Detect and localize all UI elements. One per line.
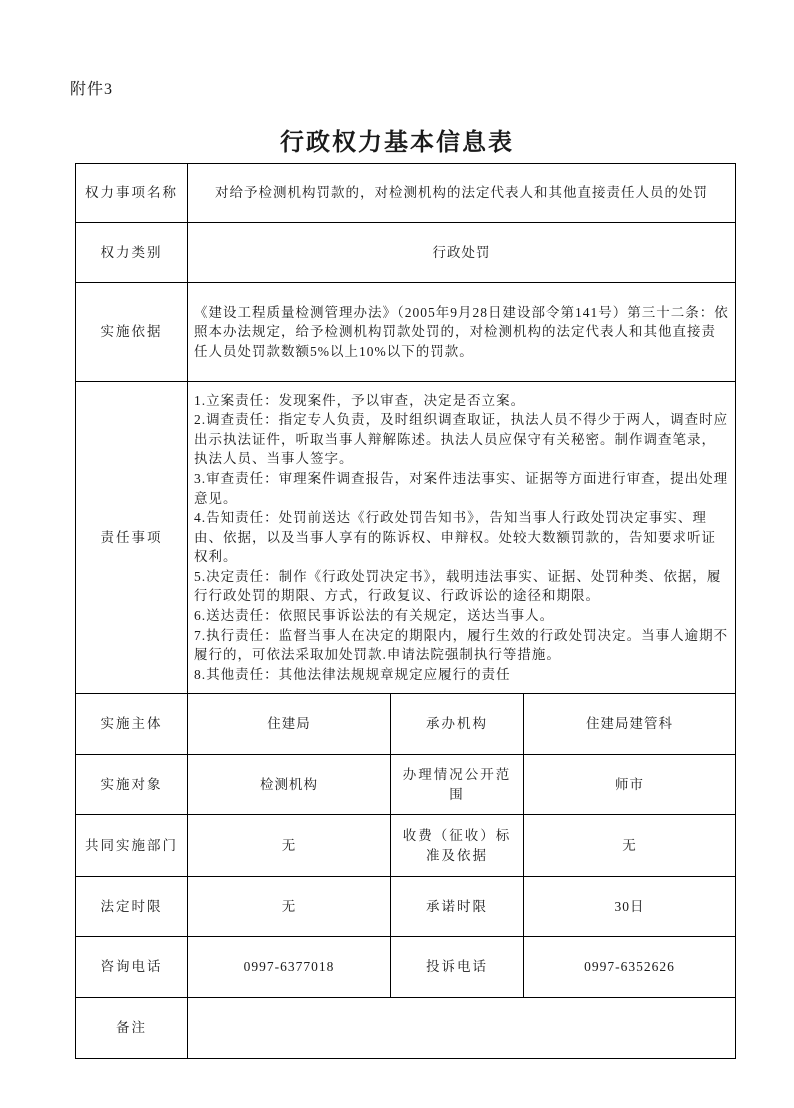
fee-standard-value: 无 bbox=[524, 815, 736, 877]
row-power-type bbox=[76, 223, 736, 283]
power-type-value: 行政处罚 bbox=[188, 223, 736, 283]
row-joint-dept bbox=[76, 815, 736, 877]
duty-item: 5.决定责任：制作《行政处罚决定书》，载明违法事实、证据、处罚种类、依据，履行行政处罚的期限、方式，行政复议、行政诉讼的途径和期限。 bbox=[194, 568, 722, 604]
duty-item: 1.立案责任：发现案件，予以审查，决定是否立案。 bbox=[194, 392, 526, 408]
row-basis bbox=[76, 283, 736, 382]
duty-item: 2.调查责任：指定专人负责，及时组织调查取证，执法人员不得少于两人，调查时应出示执法证件，听取当事人辩解陈述。执法人员应保守有关秘密。制作调查笔录，执法人员、当事人签字。 bbox=[194, 412, 729, 467]
row-subject bbox=[76, 694, 736, 755]
duty-item: 6.送达责任：依照民事诉讼法的有关规定，送达当事人。 bbox=[194, 607, 555, 623]
disclosure-scope-label: 办理情况公开范围 bbox=[391, 755, 524, 815]
disclosure-scope-value: 师市 bbox=[524, 755, 736, 815]
remark-value bbox=[188, 998, 736, 1059]
promise-limit-value: 30日 bbox=[524, 877, 736, 937]
object-label: 实施对象 bbox=[76, 755, 188, 815]
row-time-limit bbox=[76, 877, 736, 937]
duties-label: 责任事项 bbox=[76, 382, 188, 694]
remark-label: 备注 bbox=[76, 998, 188, 1059]
power-type-label: 权力类别 bbox=[76, 223, 188, 283]
subject-label: 实施主体 bbox=[76, 694, 188, 755]
subject-value: 住建局 bbox=[188, 694, 391, 755]
duty-item: 4.告知责任：处罚前送达《行政处罚告知书》，告知当事人行政处罚决定事实、理由、依据，以及当事人享有的陈诉权、申辩权。处较大数额罚款的，告知要求听证权利。 bbox=[194, 510, 716, 565]
consult-phone-label: 咨询电话 bbox=[76, 937, 188, 998]
attachment-label: 附件3 bbox=[70, 81, 114, 98]
power-name-label: 权力事项名称 bbox=[76, 164, 188, 223]
page-title: 行政权力基本信息表 bbox=[280, 130, 514, 156]
basis-label: 实施依据 bbox=[76, 283, 188, 382]
row-power-name bbox=[76, 164, 736, 223]
joint-dept-value: 无 bbox=[188, 815, 391, 877]
basis-value: 《建设工程质量检测管理办法》（2005年9月28日建设部令第141号）第三十二条：依照本办法规定，给予检测机构罚款处罚的，对检测机构的法定代表人和其他直接责任人员处罚款数额5%以上10%以下的罚款。 bbox=[188, 283, 736, 382]
row-object bbox=[76, 755, 736, 815]
undertaker-label: 承办机构 bbox=[391, 694, 524, 755]
row-phones bbox=[76, 937, 736, 998]
row-remark bbox=[76, 998, 736, 1059]
complaint-phone-label: 投诉电话 bbox=[391, 937, 524, 998]
duty-item: 3.审查责任：审理案件调查报告，对案件违法事实、证据等方面进行审查，提出处理意见。 bbox=[194, 471, 729, 506]
duty-item: 7.执行责任：监督当事人在决定的期限内，履行生效的行政处罚决定。当事人逾期不履行的，可依法采取加处罚款.申请法院强制执行等措施。 bbox=[194, 627, 729, 663]
object-value: 检测机构 bbox=[188, 755, 391, 815]
info-table bbox=[75, 163, 736, 1059]
duties-value bbox=[188, 382, 736, 694]
fee-standard-label: 收费（征收）标准及依据 bbox=[391, 815, 524, 877]
legal-limit-value: 无 bbox=[188, 877, 391, 937]
row-duties bbox=[76, 382, 736, 694]
legal-limit-label: 法定时限 bbox=[76, 877, 188, 937]
consult-phone-value: 0997-6377018 bbox=[188, 937, 391, 998]
complaint-phone-value: 0997-6352626 bbox=[524, 937, 736, 998]
undertaker-value: 住建局建管科 bbox=[524, 694, 736, 755]
promise-limit-label: 承诺时限 bbox=[391, 877, 524, 937]
joint-dept-label: 共同实施部门 bbox=[76, 815, 188, 877]
duty-item: 8.其他责任：其他法律法规规章规定应履行的责任 bbox=[194, 666, 511, 682]
power-name-value: 对给予检测机构罚款的，对检测机构的法定代表人和其他直接责任人员的处罚 bbox=[188, 164, 736, 223]
